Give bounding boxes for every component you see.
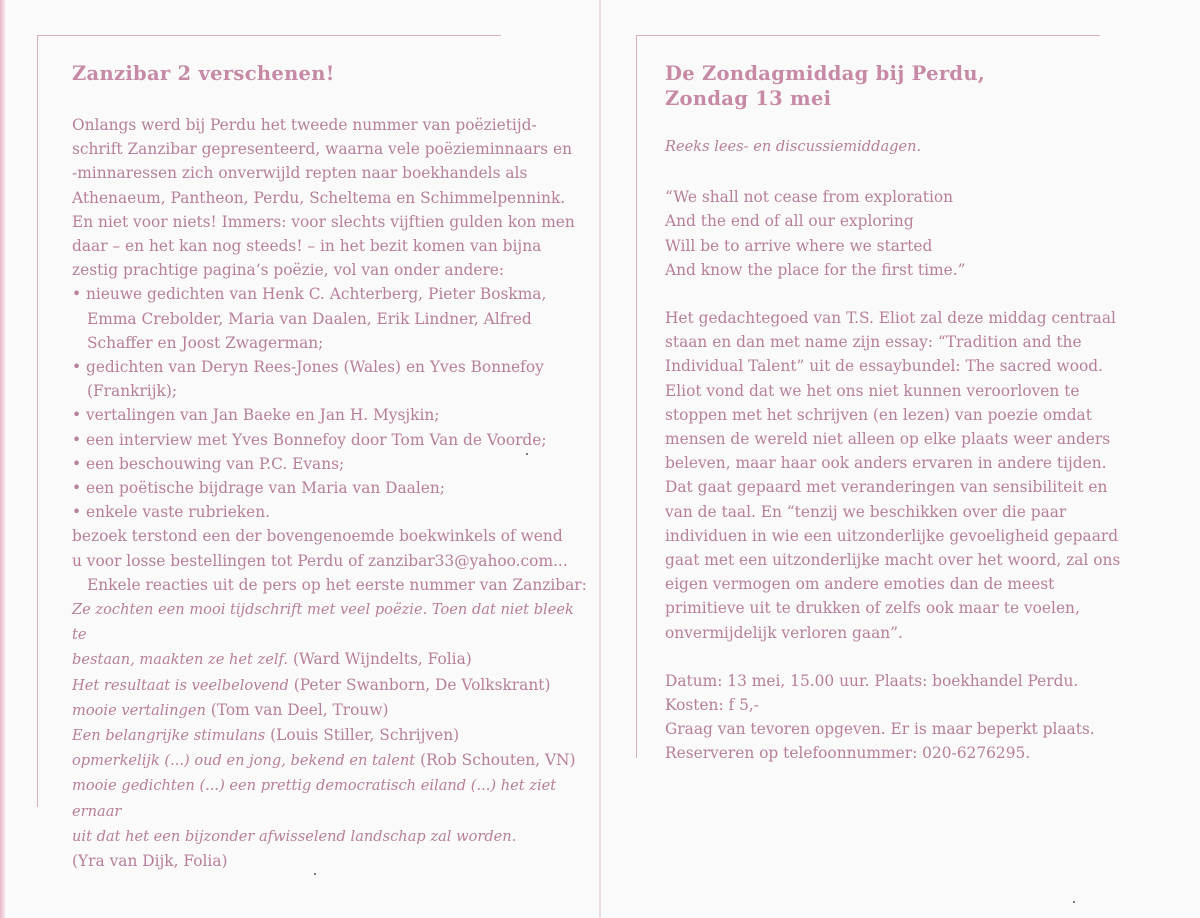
reactions-intro: Enkele reacties uit de pers op het eerste nummer van Zanzibar: [87, 575, 587, 594]
body-line: Dat gaat gepaard met veranderingen van sensibiliteit en [665, 478, 1108, 497]
press-quote: uit dat het een bijzonder afwisselend landschap zal worden. [72, 827, 517, 845]
scan-speck [526, 453, 528, 455]
bullet-line: (Frankrijk); [87, 382, 178, 401]
intro-line: schrift Zanzibar gepresenteerd, waarna vele poëzieminnaars en [72, 140, 572, 159]
left-title: Zanzibar 2 verschenen! [72, 62, 335, 85]
press-quote: bestaan, maakten ze het zelf. (Ward Wijndelts, Folia) [72, 650, 472, 669]
press-quote: Het resultaat is veelbelovend (Peter Swanborn, De Volkskrant) [72, 675, 551, 694]
bullet-line: Schaffer en Joost Zwagerman; [87, 333, 324, 352]
intro-line: Onlangs werd bij Perdu het tweede nummer van poëzietijd- [72, 116, 537, 134]
press-quote: Ze zochten een mooi tijdschrift met veel poëzie. Toen dat niet bleek te [72, 601, 574, 644]
bullet-line: Emma Crebolder, Maria van Daalen, Erik Lindner, Alfred [87, 309, 532, 328]
center-fold [599, 0, 601, 918]
body-line: onvermijdelijk verloren gaan”. [665, 623, 903, 642]
bullet-item: • een interview met Yves Bonnefoy door Tom Van de Voorde; [72, 430, 547, 449]
body-line: van de taal. En “tenzij we beschikken over die paar [665, 502, 1067, 521]
bullet-line: • gedichten van Deryn Rees-Jones (Wales) en Yves Bonnefoy [72, 358, 544, 377]
scan-speck [314, 873, 316, 875]
right-top-rule [636, 35, 1100, 36]
right-title-line2: Zondag 13 mei [665, 87, 832, 110]
press-quote: mooie gedichten (...) een prettig democratisch eiland (...) het ziet ernaar [72, 777, 557, 820]
body-line: gaat met een uitzonderlijke macht over het woord, zal ons [665, 551, 1121, 570]
right-side-rule [636, 35, 637, 758]
right-title-line1: De Zondagmiddag bij Perdu, [665, 62, 985, 85]
intro-line: daar – en het kan nog steeds! – in het bezit komen van bijna [72, 237, 542, 256]
body-line: staan en dan met name zijn essay: “Tradition and the [665, 333, 1082, 352]
poem-line: Will be to arrive where we started [665, 236, 933, 255]
right-subtitle: Reeks lees- en discussiemiddagen. [665, 138, 922, 155]
left-top-rule [37, 35, 501, 36]
body-line: individuen in wie een uitzonderlijke gevoeligheid gepaard [665, 526, 1119, 545]
body-line: Het gedachtegoed van T.S. Eliot zal deze middag centraal [665, 309, 1116, 328]
scan-speck [1073, 901, 1075, 903]
body-line: Individual Talent” uit de essaybundel: The sacred wood. [665, 357, 1103, 376]
body-line: beleven, maar haar ook anders ervaren in andere tijden. [665, 454, 1107, 473]
body-line: Eliot vond dat we het ons niet kunnen veroorloven te [665, 381, 1080, 400]
poem-line: “We shall not cease from exploration [665, 188, 954, 207]
intro-line: Athenaeum, Pantheon, Perdu, Scheltema en Schimmelpennink. [72, 188, 566, 207]
bullet-item: • een poëtische bijdrage van Maria van Daalen; [72, 479, 445, 498]
body-line: mensen de wereld niet alleen op elke plaats weer anders [665, 430, 1111, 449]
press-quote: Een belangrijke stimulans (Louis Stiller, Schrijven) [72, 726, 460, 745]
bullet-item: • een beschouwing van P.C. Evans; [72, 454, 345, 473]
closing-line: bezoek terstond een der bovengenoemde boekwinkels of wend [72, 527, 563, 546]
body-line: stoppen met het schrijven (en lezen) van poezie omdat [665, 405, 1092, 424]
info-line: Kosten: f 5,- [665, 696, 760, 715]
poem-line: And know the place for the first time.” [665, 260, 966, 279]
left-column [72, 61, 592, 874]
bullet-item: • enkele vaste rubrieken. [72, 503, 271, 522]
bullet-line: • nieuwe gedichten van Henk C. Achterberg, Pieter Boskma, [72, 285, 547, 304]
left-side-rule [37, 35, 38, 807]
intro-line: En niet voor niets! Immers: voor slechts vijftien gulden kon men [72, 212, 575, 231]
poem-line: And the end of all our exploring [665, 212, 914, 231]
right-column [665, 61, 1185, 766]
body-line: primitieve uit te drukken of zelfs ook maar te voelen, [665, 599, 1080, 618]
press-quote: (Yra van Dijk, Folia) [72, 852, 228, 871]
page-edge [0, 0, 5, 918]
bullet-item [72, 355, 592, 403]
info-line: Reserveren op telefoonnummer: 020-6276295. [665, 744, 1031, 763]
bullet-item: • vertalingen van Jan Baeke en Jan H. Mysjkin; [72, 406, 440, 425]
press-quote: mooie vertalingen (Tom van Deel, Trouw) [72, 700, 389, 719]
info-line: Datum: 13 mei, 15.00 uur. Plaats: boekhandel Perdu. [665, 671, 1079, 690]
bullet-item [72, 282, 592, 355]
press-quote: opmerkelijk (...) oud en jong, bekend en talent (Rob Schouten, VN) [72, 751, 576, 770]
intro-line: -minnaressen zich onverwijld repten naar boekhandels als [72, 164, 528, 183]
body-line: eigen vermogen om andere emoties dan de meest [665, 575, 1055, 594]
info-line: Graag van tevoren opgeven. Er is maar beperkt plaats. [665, 720, 1095, 739]
intro-line: zestig prachtige pagina’s poëzie, vol van onder andere: [72, 261, 505, 280]
closing-line: u voor losse bestellingen tot Perdu of zanzibar33@yahoo.com... [72, 551, 568, 570]
